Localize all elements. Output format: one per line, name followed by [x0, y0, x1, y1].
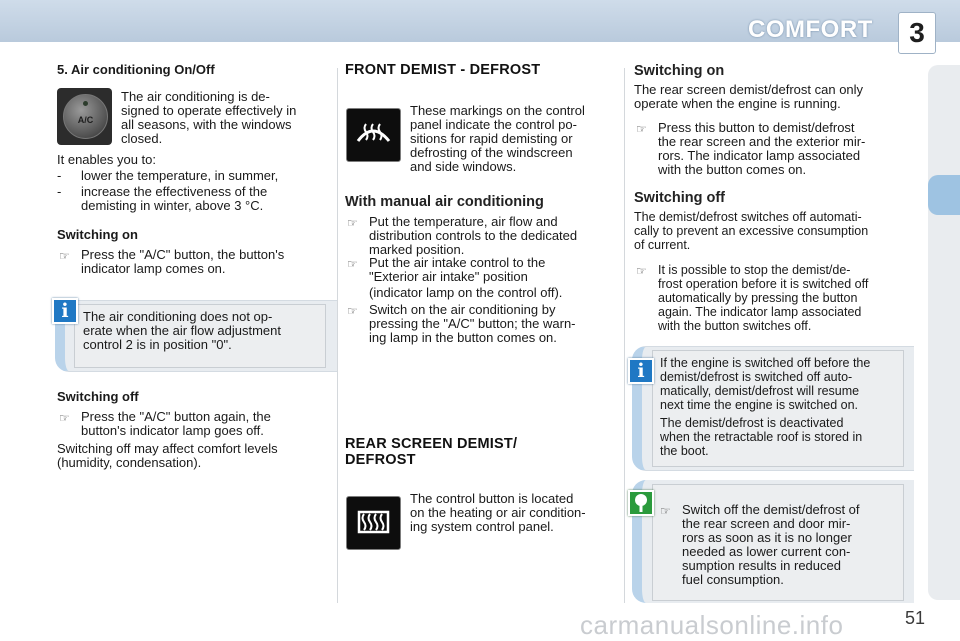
bullet-text: Press the "A/C" button, the button's indicator lamp comes on. — [81, 247, 285, 276]
front-demist-text: These markings on the control panel indicate the control po- sitions for rapid demisting or defrosting of the windscreen and side windows. — [410, 103, 585, 174]
subheading: With manual air conditioning — [345, 194, 544, 210]
list-item: lower the temperature, in summer, — [81, 168, 279, 183]
front-demist-icon — [346, 108, 401, 162]
enables-text: It enables you to: — [57, 152, 157, 167]
column-divider — [624, 68, 625, 603]
intro-text: The air conditioning is de- signed to operate effectively in all seasons, with the windows closed. — [121, 89, 297, 146]
section-title: 5. Air conditioning On/Off — [57, 62, 215, 77]
pointing-hand-icon: ☞ — [660, 504, 671, 518]
info-icon: i — [628, 358, 654, 384]
side-strip — [928, 65, 960, 600]
pointing-hand-icon: ☞ — [59, 411, 70, 425]
pointing-hand-icon: ☞ — [347, 304, 358, 318]
chapter-tab[interactable] — [928, 175, 960, 215]
bullet-text: Press the "A/C" button again, the button's indicator lamp goes off. — [81, 409, 271, 438]
rear-demist-text: The control button is located on the heating or air condition- ing system control panel. — [410, 491, 586, 534]
list-dash: - — [57, 184, 62, 199]
bullet-text: Press this button to demist/defrost the rear screen and the exterior mir- rors. The indicator lamp associated with the button comes on. — [658, 120, 866, 177]
chapter-title: COMFORT — [748, 16, 873, 43]
pointing-hand-icon: ☞ — [59, 249, 70, 263]
list-dash: - — [57, 168, 62, 183]
note-text: Switching off may affect comfort levels (humidity, condensation). — [57, 441, 278, 470]
info-text: The air conditioning does not op- erate when the air flow adjustment control 2 is in position "0". — [83, 309, 281, 352]
subheading: Switching on — [57, 227, 138, 242]
column-divider — [337, 68, 338, 603]
subheading: Switching off — [57, 389, 139, 404]
info-icon: i — [52, 298, 78, 324]
body-text: The rear screen demist/defrost can only operate when the engine is running. — [634, 82, 864, 111]
eco-text: Switch off the demist/defrost of the rear screen and door mir- rors as soon as it is no longer needed as lower current con- sumption results in reduced fuel consumption. — [682, 502, 860, 587]
page-number: 51 — [905, 608, 926, 628]
subheading: Switching off — [634, 190, 726, 206]
chapter-number: 3 — [898, 12, 936, 54]
bullet-text: Switch on the air conditioning by pressing the "A/C" button; the warn- ing lamp in the button comes on. — [369, 302, 576, 345]
pointing-hand-icon: ☞ — [347, 257, 358, 271]
watermark: carmanualsonline.info — [580, 610, 844, 640]
rear-demist-icon — [346, 496, 401, 550]
indicator-lamp-icon — [83, 101, 88, 106]
bullet-text: Put the temperature, air flow and distribution controls to the dedicated marked position. — [369, 214, 578, 257]
info-text: If the engine is switched off before the demist/defrost is switched off auto- matically, demist/defrost will resume next time the engine is switched on. The demist/defrost is deactivated when the retractable roof is stored in the boot. — [660, 356, 871, 458]
bullet-text: Put the air intake control to the "Exterior air intake" position — [369, 255, 546, 284]
pointing-hand-icon: ☞ — [636, 122, 647, 136]
eco-tree-icon — [628, 490, 654, 516]
front-demist-title: FRONT DEMIST - DEFROST — [345, 62, 541, 78]
subheading: Switching on — [634, 63, 725, 79]
pointing-hand-icon: ☞ — [636, 264, 647, 278]
pointing-hand-icon: ☞ — [347, 216, 358, 230]
list-item: increase the effectiveness of the demisting in winter, above 3 °C. — [81, 184, 268, 213]
body-text: The demist/defrost switches off automati- cally to prevent an excessive consumption of current. — [634, 210, 869, 252]
ac-button-image — [57, 88, 112, 145]
bullet-text: It is possible to stop the demist/de- frost operation before it is switched off automatically by pressing the button again. The indicator lamp associated with the button switches off. — [658, 263, 869, 333]
bullet-text: (indicator lamp on the control off). — [369, 285, 563, 300]
rear-demist-title: REAR SCREEN DEMIST/ DEFROST — [345, 436, 518, 468]
ac-button-label: A/C — [77, 115, 94, 125]
